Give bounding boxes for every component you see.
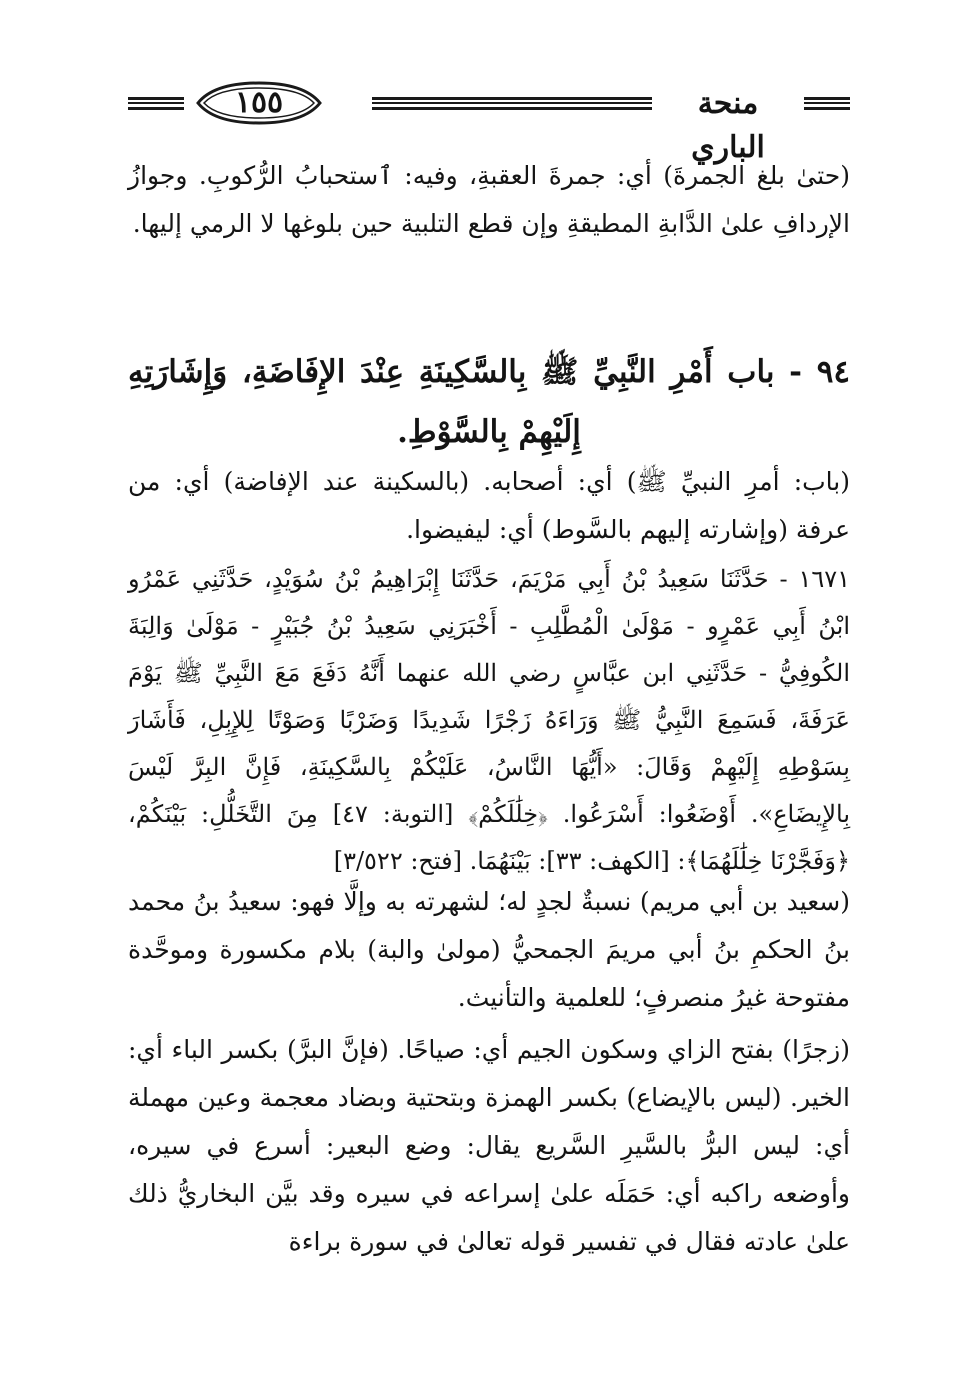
- header-ornament-rule-middle: [372, 97, 652, 111]
- commentary-paragraph-4: (زجرًا) بفتح الزاي وسكون الجيم أي: صياحًا. (فإنَّ البرَّ) بكسر الباء أي: الخير. (ليس بالإيضاع) بكسر الهمزة وبتحتية وبضاد معجمة وعين مهملة أي: ليس البرُّ بالسَّيرِ السَّريع يقال: وضع البعير: أسرع في سيره، وأوضعه راكبه أي: حَمَلَه علىٰ إسراعه في سيره وقد بيَّن البخاريُّ ذلك علىٰ عادته فقال في تفسير قوله تعالىٰ في سورة براءة: [128, 1035, 850, 1256]
- hadith-text-1671: ١٦٧١ - حَدَّثَنَا سَعِيدُ بْنُ أَبِي مَرْيَمَ، حَدَّثَنَا إِبْرَاهِيمُ بْنُ سُوَيْدٍ، حَدَّثَنِي عَمْرُو ابْنُ أَبِي عَمْرٍو - مَوْلَىٰ الْمُطَّلِبِ - أَخْبَرَنِي سَعِيدُ بْنُ جُبَيْرٍ - مَوْلَىٰ وَالِبَةَ الكُوفِيُّ - حَدَّثَنِي ابن عبَّاسٍ رضي الله عنهما أَنَّهُ دَفَعَ مَعَ النَّبِيِّ ﷺ يَوْمَ عَرَفَةَ، فَسَمِعَ النَّبِيُّ ﷺ وَرَاءَهُ زَجْرًا شَدِيدًا وَضَرْبًا وَصَوْتًا لِلإِبِلِ، فَأَشَارَ بِسَوْطِهِ إِلَيْهِمْ وَقَالَ: «أَيُّهَا النَّاسُ، عَلَيْكُمْ بِالسَّكِينَةِ، فَإِنَّ البِرَّ لَيْسَ بِالإِيضَاعِ». أَوْضَعُوا: أَسْرَعُوا. ﴿خِلَٰلَكُمْ﴾ [التوبة: ٤٧] مِنَ التَّخَلُّلِ: بَيْنَكُمْ، ﴿وَفَجَّرْنَا خِلَٰلَهُمَا﴾: [الكهف: ٣٣]: بَيْنَهُمَا. [فتح: ٣/٥٢٢]: [128, 565, 851, 875]
- header-ornament-rule-left: [128, 97, 184, 111]
- page-number: ١٥٥: [234, 85, 284, 120]
- page-number-badge: [184, 80, 334, 126]
- commentary-paragraph-3: (سعيد بن أبي مريم) نسبةٌ لجدٍ له؛ لشهرته به وإلَّا فهو: سعيدُ بنُ محمد بنُ الحكمِ بنُ أبي مريمَ الجمحيُّ (مولىٰ والبة) بلام مكسورة وموحَّدة مفتوحة غيرُ منصرفٍ؛ للعلمية والتأنيث.: [128, 887, 850, 1012]
- header-ornament-rule-right: [804, 97, 850, 111]
- commentary-paragraph-1: (حتىٰ بلغ الجمرةَ) أي: جمرةَ العقبةِ، وفيه: ٱستحبابُ الرُّكوبِ. وجوازُ الإردافِ علىٰ الدَّابةِ المطيقةِ وإن قطع التلبية حين بلوغها لا الرمي إليها.: [128, 161, 850, 238]
- chapter-heading-94: ٩٤ - باب أَمْرِ النَّبِيِّ ﷺ بِالسَّكِينَةِ عِنْدَ الإِفَاضَةِ، وَإِشَارَتِهِ إِلَيْهِمْ بِالسَّوْطِ.: [128, 354, 850, 450]
- running-title: منحة الباري: [691, 86, 765, 165]
- page-header: [128, 78, 850, 165]
- commentary-paragraph-2: (باب: أمرِ النبيِّ ﷺ) أي: أصحابه. (بالسكينة عند الإفاضة) أي: من عرفة (وإشارته إليهم بالسَّوط) أي: ليفيضوا.: [128, 467, 850, 544]
